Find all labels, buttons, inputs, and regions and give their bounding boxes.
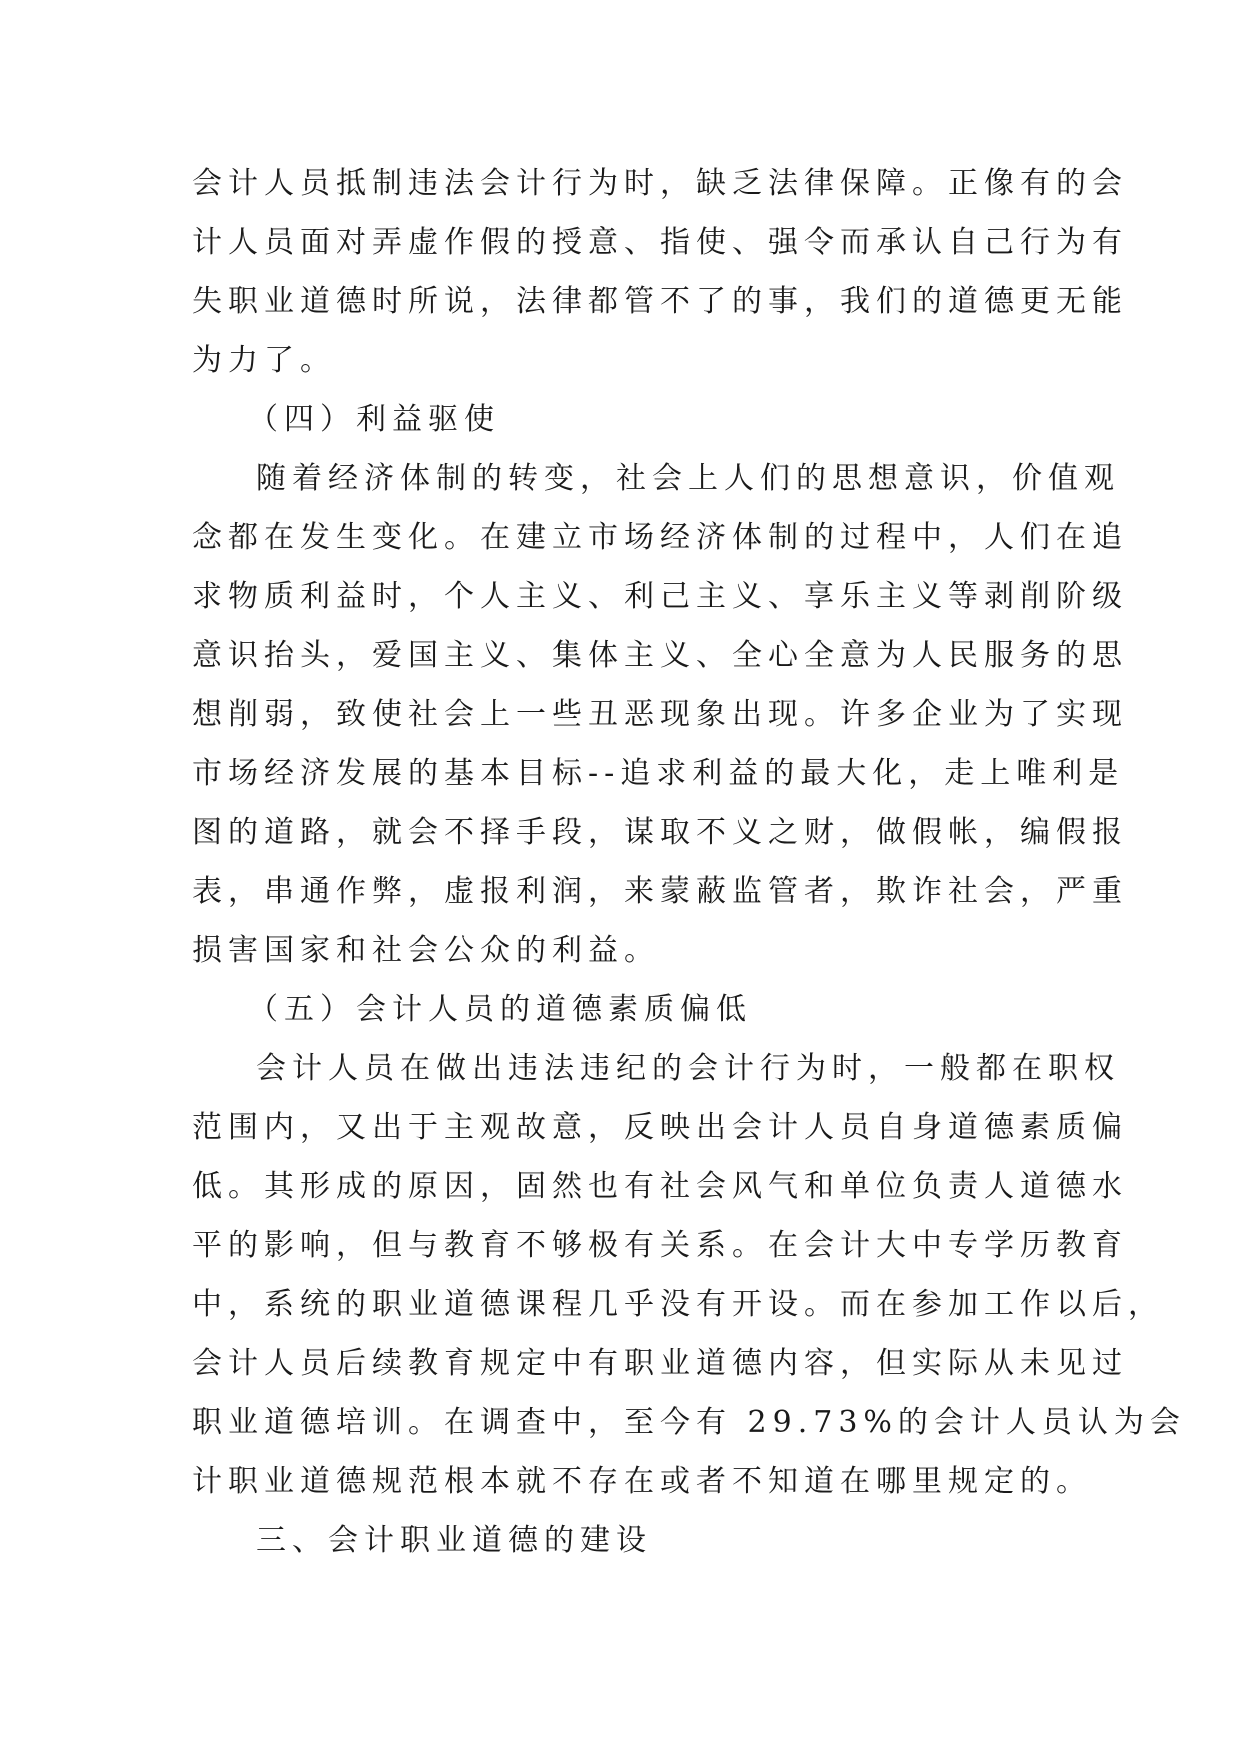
text-line: 低。其形成的原因，固然也有社会风气和单位负责人道德水 xyxy=(192,1169,1128,1204)
text-line: 求物质利益时，个人主义、利己主义、享乐主义等剥削阶级 xyxy=(192,579,1128,614)
heading-five xyxy=(192,980,1052,1039)
heading-four xyxy=(192,390,1052,449)
section-heading: 三、会计职业道德的建设 xyxy=(256,1523,652,1558)
text-line: 计人员面对弄虚作假的授意、指使、强令而承认自己行为有 xyxy=(192,225,1128,260)
text-line: 职业道德培训。在调查中，至今有 29.73%的会计人员认为会 xyxy=(192,1405,1186,1440)
text-line: 中，系统的职业道德课程几乎没有开设。而在参加工作以后， xyxy=(192,1287,1164,1322)
text-line: 图的道路，就会不择手段，谋取不义之财，做假帐，编假报 xyxy=(192,815,1128,850)
text-line: 为力了。 xyxy=(192,343,336,378)
paragraph-moral-quality xyxy=(192,1039,1186,1511)
text-line: 损害国家和社会公众的利益。 xyxy=(192,933,660,968)
text-line: 会计人员抵制违法会计行为时，缺乏法律保障。正像有的会 xyxy=(192,166,1128,201)
text-line: 意识抬头，爱国主义、集体主义、全心全意为人民服务的思 xyxy=(192,638,1128,673)
text-line: 会计人员后续教育规定中有职业道德内容，但实际从未见过 xyxy=(192,1346,1128,1381)
text-line: 市场经济发展的基本目标--追求利益的最大化，走上唯利是 xyxy=(192,756,1125,791)
subheading: （四）利益驱使 xyxy=(248,402,500,437)
text-line: 表，串通作弊，虚报利润，来蒙蔽监管者，欺诈社会，严重 xyxy=(192,874,1128,909)
document-page xyxy=(192,154,1186,1570)
text-line: 范围内，又出于主观故意，反映出会计人员自身道德素质偏 xyxy=(192,1110,1128,1145)
text-line: 计职业道德规范根本就不存在或者不知道在哪里规定的。 xyxy=(192,1464,1092,1499)
text-line: 想削弱，致使社会上一些丑恶现象出现。许多企业为了实现 xyxy=(192,697,1128,732)
paragraph-interest-driven xyxy=(192,449,1128,980)
text-line: 随着经济体制的转变，社会上人们的思想意识，价值观 xyxy=(256,461,1120,496)
text-line: 会计人员在做出违法违纪的会计行为时，一般都在职权 xyxy=(256,1051,1120,1086)
text-line: 平的影响，但与教育不够极有关系。在会计大中专学历教育 xyxy=(192,1228,1128,1263)
paragraph-continued xyxy=(192,154,1128,390)
subheading: （五）会计人员的道德素质偏低 xyxy=(248,992,752,1027)
text-line: 念都在发生变化。在建立市场经济体制的过程中，人们在追 xyxy=(192,520,1128,555)
text-line: 失职业道德时所说，法律都管不了的事，我们的道德更无能 xyxy=(192,284,1128,319)
section-three xyxy=(192,1511,1052,1570)
